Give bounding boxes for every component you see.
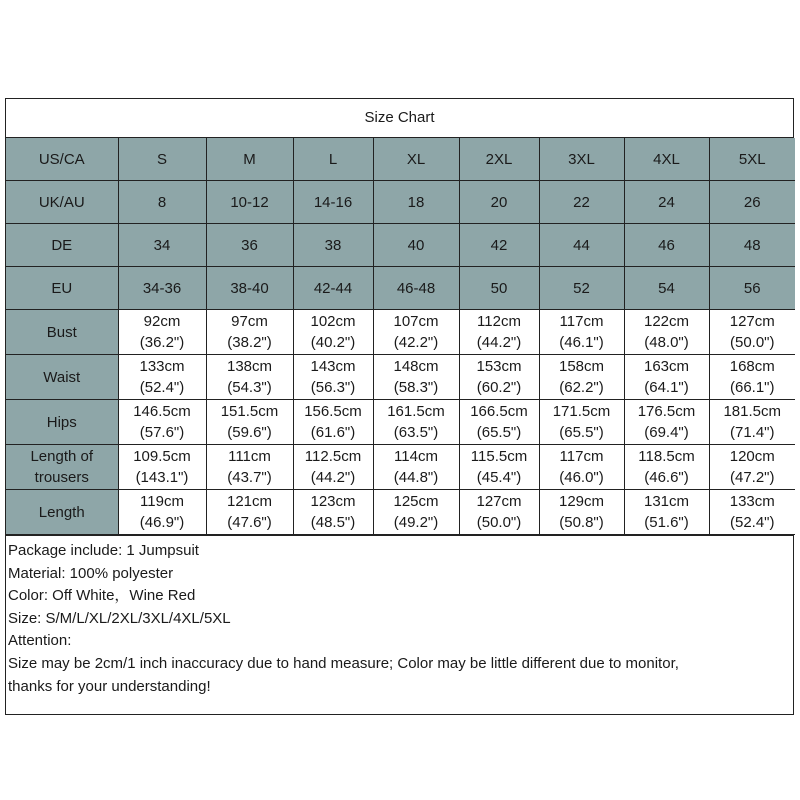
- size-cell: 50: [459, 267, 539, 310]
- value-cm: 146.5cm: [133, 403, 191, 420]
- value-inch: (58.3"): [393, 379, 439, 396]
- measurement-cell: [293, 310, 373, 355]
- value-inch: (65.5"): [476, 424, 522, 441]
- row-label: Bust: [6, 310, 118, 355]
- measurement-cell: [373, 445, 459, 490]
- size-chart: [5, 98, 794, 715]
- measurement-cell: [459, 310, 539, 355]
- size-row: [6, 138, 795, 181]
- measurement-row: [6, 490, 795, 535]
- value-inch: (46.0"): [559, 469, 604, 486]
- note-line: thanks for your understanding!: [8, 677, 211, 695]
- value-cm: 115.5cm: [470, 448, 528, 465]
- size-table: [6, 138, 795, 535]
- size-cell: M: [206, 138, 293, 181]
- size-cell: 18: [373, 181, 459, 224]
- size-cell: 48: [709, 224, 795, 267]
- measurement-row: [6, 310, 795, 355]
- measurement-cell: [624, 400, 709, 445]
- value-inch: (49.2"): [393, 514, 439, 531]
- value-cm: 109.5cm: [133, 448, 191, 465]
- value-inch: (40.2"): [310, 334, 356, 351]
- value-cm: 118.5cm: [638, 448, 695, 465]
- measurement-cell: [459, 445, 539, 490]
- value-cm: 168cm: [729, 358, 775, 375]
- value-inch: (44.8"): [393, 469, 439, 486]
- measurement-cell: [709, 445, 795, 490]
- size-cell: 36: [206, 224, 293, 267]
- measurement-cell: [624, 310, 709, 355]
- size-cell: XL: [373, 138, 459, 181]
- value-inch: (45.4"): [476, 469, 522, 486]
- row-label: Waist: [6, 355, 118, 400]
- size-row: [6, 267, 795, 310]
- size-cell: 14-16: [293, 181, 373, 224]
- value-cm: 171.5cm: [552, 403, 611, 420]
- measurement-cell: [373, 490, 459, 535]
- measurement-cell: [459, 490, 539, 535]
- size-cell: 44: [539, 224, 624, 267]
- value-cm: 158cm: [558, 358, 605, 375]
- value-inch: (62.2"): [559, 379, 604, 396]
- size-cell: L: [293, 138, 373, 181]
- value-inch: (69.4"): [644, 424, 689, 441]
- value-inch: (60.2"): [476, 379, 522, 396]
- value-inch: (52.4"): [729, 514, 775, 531]
- value-inch: (61.6"): [310, 424, 356, 441]
- value-cm: 163cm: [643, 358, 690, 375]
- value-cm: 133cm: [139, 358, 185, 375]
- row-label: DE: [6, 224, 118, 267]
- measurement-cell: [539, 400, 624, 445]
- measurement-cell: [293, 355, 373, 400]
- measurement-cell: [118, 310, 206, 355]
- measurement-cell: [206, 355, 293, 400]
- size-cell: 10-12: [206, 181, 293, 224]
- chart-title: Size Chart: [6, 99, 793, 138]
- value-cm: 127cm: [476, 493, 522, 510]
- size-cell: 42: [459, 224, 539, 267]
- value-inch: (59.6"): [227, 424, 272, 441]
- size-cell: 34-36: [118, 267, 206, 310]
- value-inch: (46.1"): [559, 334, 604, 351]
- value-cm: 107cm: [393, 313, 439, 330]
- value-inch: (46.6"): [644, 469, 689, 486]
- value-inch: (52.4"): [139, 379, 185, 396]
- value-inch: (50.8"): [559, 514, 604, 531]
- value-inch: (36.2"): [139, 334, 185, 351]
- measurement-cell: [539, 445, 624, 490]
- value-cm: 153cm: [476, 358, 522, 375]
- value-inch: (64.1"): [644, 379, 689, 396]
- size-cell: 3XL: [539, 138, 624, 181]
- size-cell: 20: [459, 181, 539, 224]
- value-inch: (57.6"): [139, 424, 185, 441]
- value-inch: (48.5"): [310, 514, 356, 531]
- size-cell: 22: [539, 181, 624, 224]
- value-inch: (66.1"): [729, 379, 775, 396]
- value-cm: 92cm: [143, 313, 181, 330]
- measurement-cell: [459, 355, 539, 400]
- measurement-cell: [709, 400, 795, 445]
- value-cm: 121cm: [226, 493, 273, 510]
- measurement-cell: [373, 310, 459, 355]
- measurement-cell: [539, 310, 624, 355]
- measurement-cell: [624, 355, 709, 400]
- value-cm: 111cm: [228, 448, 271, 465]
- measurement-row: [6, 355, 795, 400]
- size-cell: 38: [293, 224, 373, 267]
- measurement-cell: [206, 445, 293, 490]
- value-cm: 125cm: [393, 493, 439, 510]
- measurement-cell: [293, 400, 373, 445]
- size-cell: 8: [118, 181, 206, 224]
- size-cell: 46: [624, 224, 709, 267]
- size-cell: 24: [624, 181, 709, 224]
- value-cm: 122cm: [643, 313, 690, 330]
- value-inch: (48.0"): [644, 334, 689, 351]
- measurement-cell: [539, 490, 624, 535]
- measurement-cell: [459, 400, 539, 445]
- value-inch: (42.2"): [393, 334, 439, 351]
- value-cm: 151.5cm: [220, 403, 279, 420]
- measurement-cell: [206, 400, 293, 445]
- row-label: UK/AU: [6, 181, 118, 224]
- size-cell: 5XL: [709, 138, 795, 181]
- measurement-cell: [373, 400, 459, 445]
- value-cm: 117cm: [559, 448, 604, 465]
- note-line: Size: S/M/L/XL/2XL/3XL/4XL/5XL: [8, 609, 231, 627]
- value-cm: 131cm: [643, 493, 690, 510]
- measurement-cell: [206, 490, 293, 535]
- value-cm: 97cm: [231, 313, 268, 330]
- size-cell: 2XL: [459, 138, 539, 181]
- value-cm: 114cm: [394, 448, 438, 465]
- value-cm: 120cm: [729, 448, 775, 465]
- value-inch: (43.7"): [227, 469, 272, 486]
- value-inch: (71.4"): [729, 424, 775, 441]
- value-cm: 156.5cm: [304, 403, 362, 420]
- measurement-cell: [709, 490, 795, 535]
- measurement-cell: [539, 355, 624, 400]
- size-row: [6, 181, 795, 224]
- value-inch: (65.5"): [559, 424, 604, 441]
- product-notes: [6, 535, 793, 698]
- size-cell: 56: [709, 267, 795, 310]
- value-cm: 129cm: [558, 493, 605, 510]
- measurement-cell: [709, 310, 795, 355]
- value-inch: (44.2"): [476, 334, 522, 351]
- measurement-cell: [293, 445, 373, 490]
- size-cell: 40: [373, 224, 459, 267]
- value-inch: (50.0"): [476, 514, 522, 531]
- measurement-cell: [118, 400, 206, 445]
- value-cm: 112cm: [477, 313, 521, 330]
- measurement-cell: [293, 490, 373, 535]
- value-cm: 133cm: [729, 493, 775, 510]
- value-inch: (143.1"): [135, 469, 189, 486]
- value-cm: 181.5cm: [723, 403, 782, 420]
- row-label: Length: [6, 490, 118, 535]
- value-cm: 127cm: [729, 313, 775, 330]
- value-inch: (56.3"): [310, 379, 356, 396]
- measurement-cell: [118, 445, 206, 490]
- measurement-cell: [118, 490, 206, 535]
- value-inch: (51.6"): [644, 514, 689, 531]
- value-inch: (54.3"): [227, 379, 272, 396]
- value-cm: 123cm: [310, 493, 356, 510]
- value-cm: 148cm: [393, 358, 439, 375]
- note-line: Size may be 2cm/1 inch inaccuracy due to hand measure; Color may be little different due to monitor,: [8, 654, 679, 672]
- size-cell: 4XL: [624, 138, 709, 181]
- value-cm: 102cm: [310, 313, 356, 330]
- value-cm: 117cm: [559, 313, 604, 330]
- note-line: Attention:: [8, 632, 72, 650]
- value-inch: (38.2"): [227, 334, 272, 351]
- value-cm: 138cm: [226, 358, 273, 375]
- value-inch: (44.2"): [310, 469, 356, 486]
- measurement-cell: [206, 310, 293, 355]
- value-inch: (50.0"): [729, 334, 775, 351]
- measurement-row: [6, 445, 795, 490]
- note-line: Package include: 1 Jumpsuit: [8, 542, 199, 559]
- value-inch: (47.2"): [729, 469, 775, 486]
- measurement-cell: [709, 355, 795, 400]
- note-line: Color: Off White，Wine Red: [8, 587, 196, 605]
- size-row: [6, 224, 795, 267]
- value-cm: 166.5cm: [470, 403, 528, 420]
- size-cell: 38-40: [206, 267, 293, 310]
- row-label: EU: [6, 267, 118, 310]
- value-cm: 112.5cm: [304, 448, 362, 465]
- size-cell: 26: [709, 181, 795, 224]
- size-cell: 34: [118, 224, 206, 267]
- size-cell: 54: [624, 267, 709, 310]
- row-label: Length of trousers: [6, 445, 118, 490]
- size-cell: 42-44: [293, 267, 373, 310]
- note-line: Material: 100% polyester: [8, 564, 174, 582]
- value-cm: 143cm: [310, 358, 356, 375]
- value-cm: 119cm: [140, 493, 184, 510]
- measurement-cell: [624, 445, 709, 490]
- measurement-cell: [373, 355, 459, 400]
- value-cm: 161.5cm: [387, 403, 445, 420]
- row-label: Hips: [6, 400, 118, 445]
- measurement-cell: [624, 490, 709, 535]
- measurement-row: [6, 400, 795, 445]
- value-inch: (46.9"): [139, 514, 185, 531]
- row-label: US/CA: [6, 138, 118, 181]
- size-cell: 46-48: [373, 267, 459, 310]
- measurement-cell: [118, 355, 206, 400]
- value-cm: 176.5cm: [637, 403, 696, 420]
- value-inch: (63.5"): [393, 424, 439, 441]
- value-inch: (47.6"): [227, 514, 272, 531]
- size-cell: S: [118, 138, 206, 181]
- size-cell: 52: [539, 267, 624, 310]
